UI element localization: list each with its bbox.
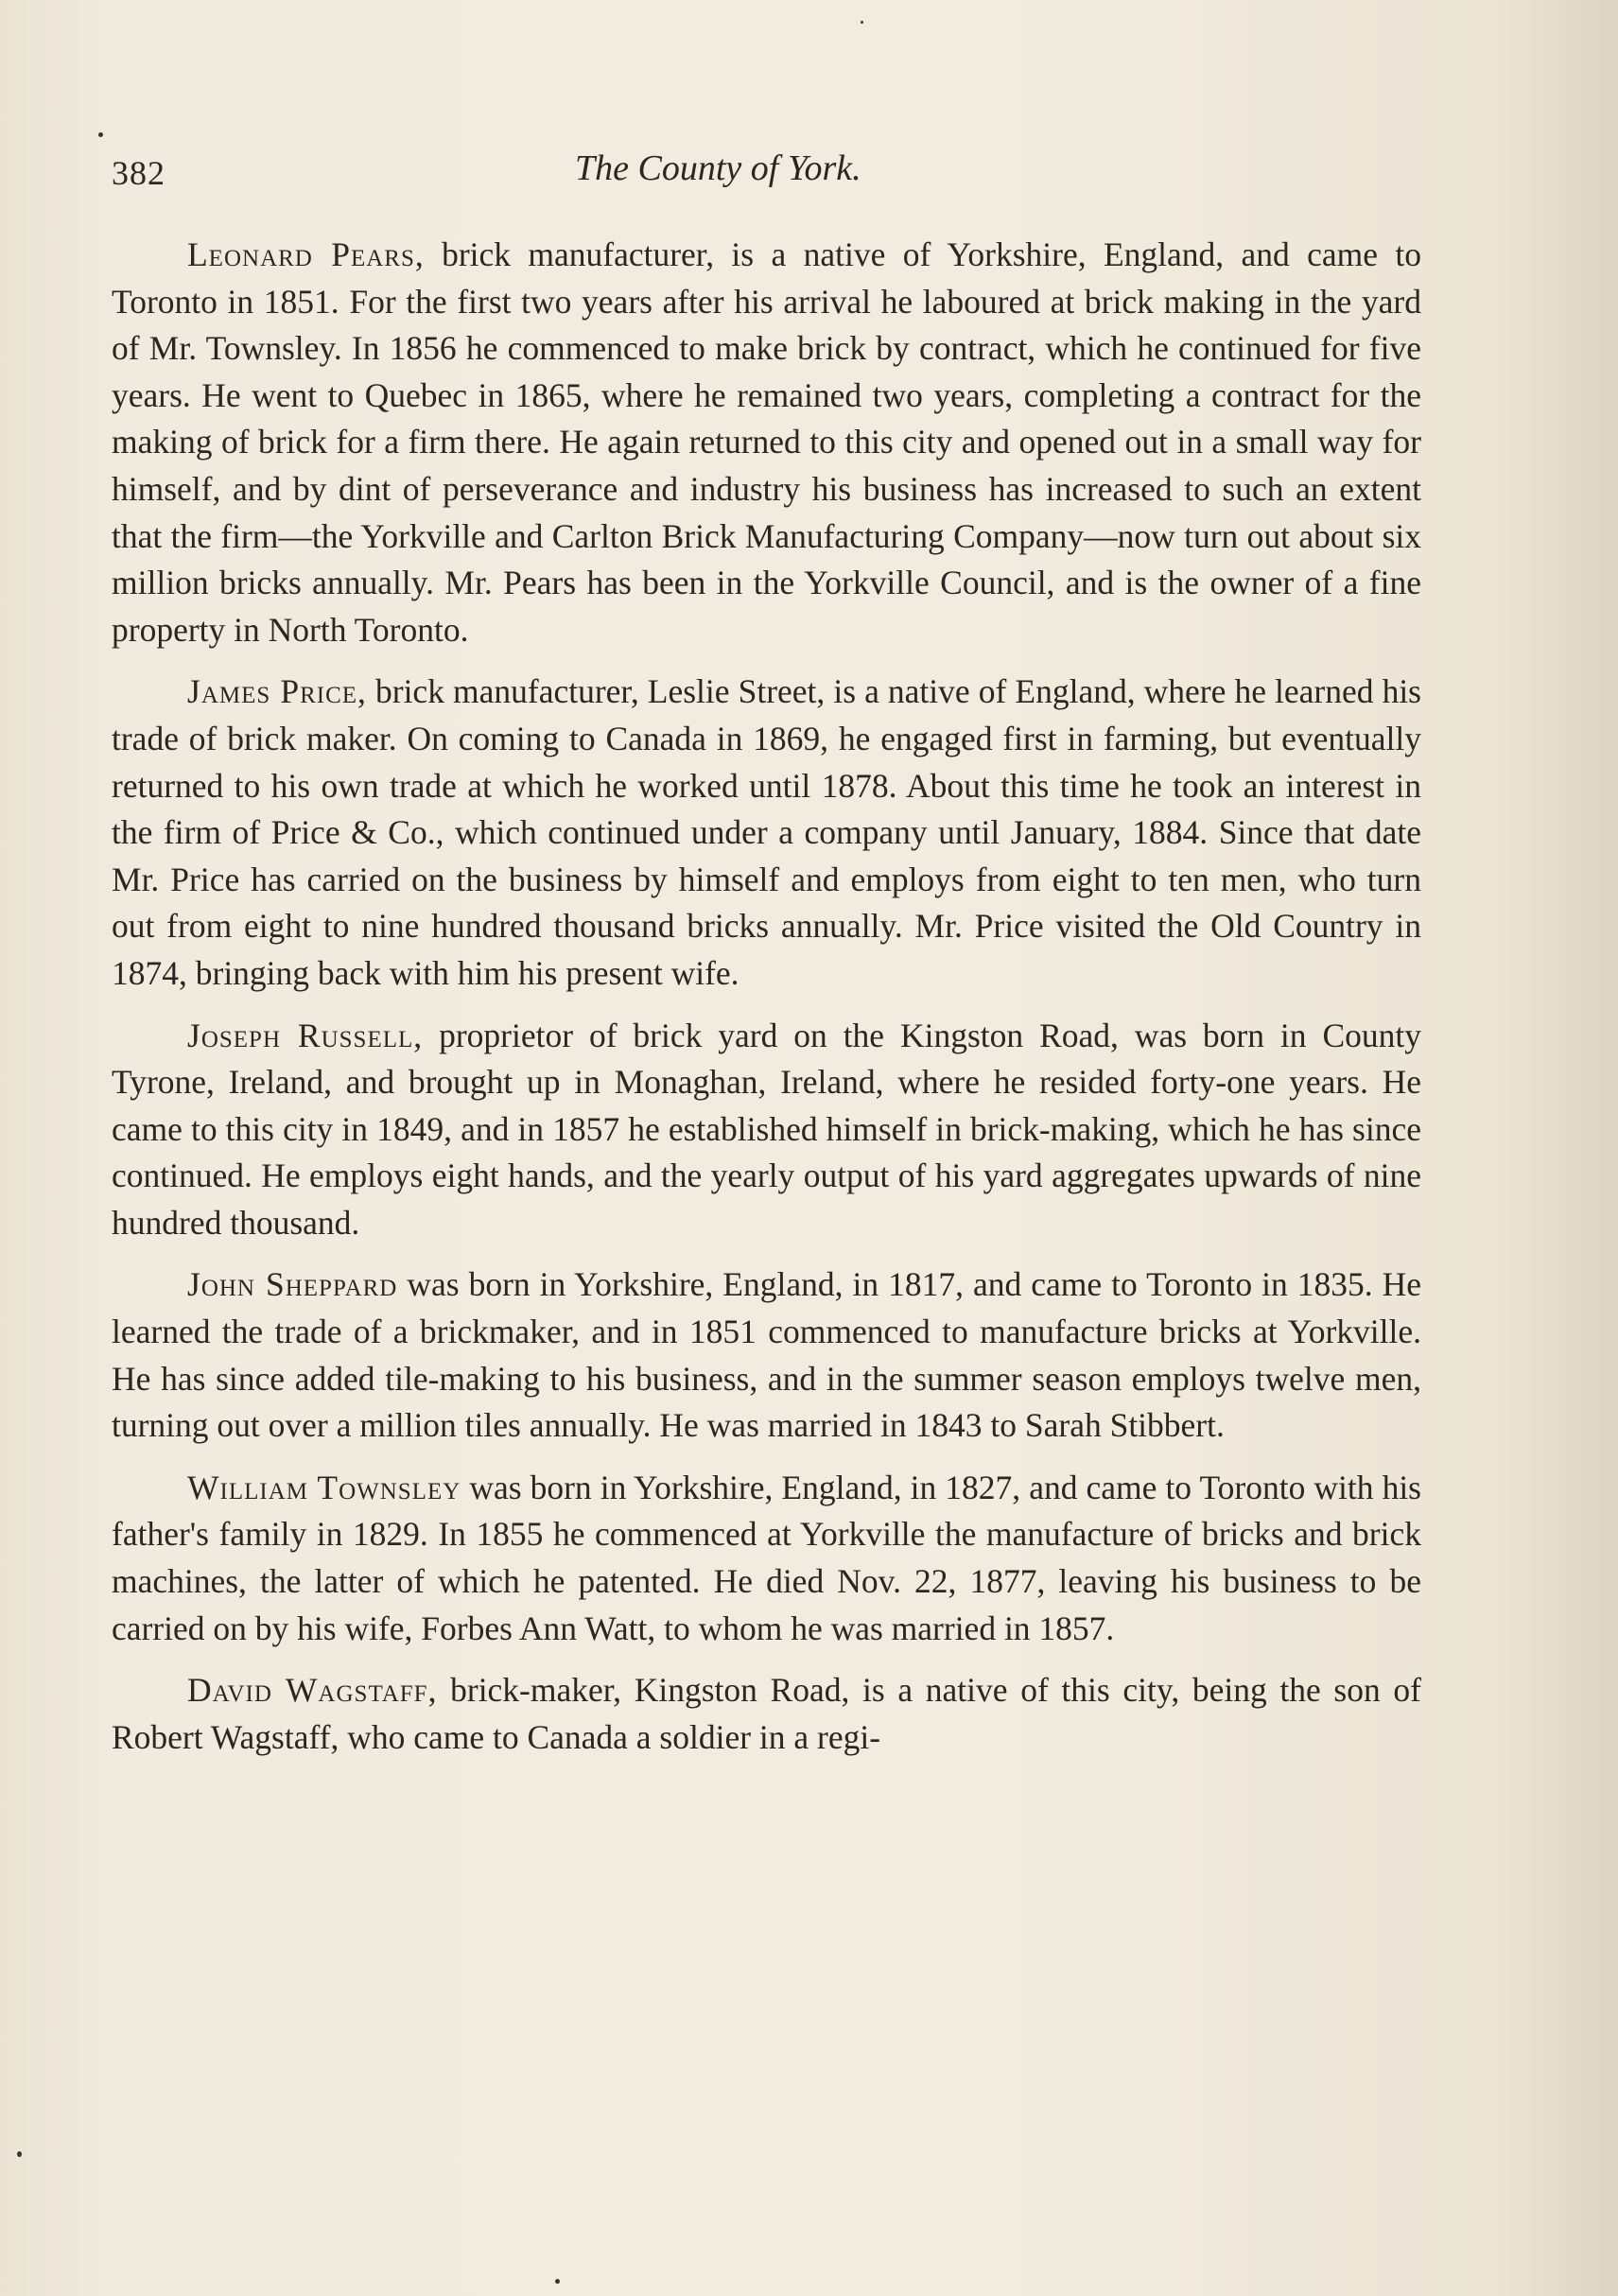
entry-joseph-russell [112,1013,1421,1247]
entry-name: James Price, [187,672,367,711]
running-title: The County of York. [575,148,861,188]
entry-name: Leonard Pears, [187,235,425,273]
entry-name: John Sheppard [187,1265,398,1304]
entry-name: David Wagstaff, [187,1671,438,1710]
entry-text: brick manufacturer, Leslie Street, is a native of England, where he learned his trade of brick maker. On coming to Canada in 1869, he engaged first in farming, but eventually returned to his own trade at which he worked until 1878. About this time he took an interest in the firm of Price & Co., which continued under a company until January, 1884. Since that date Mr. Price has carried on the business by himself and employs from eight to ten men, who turn out from eight to nine hundred thousand bricks annually. Mr. Price visited the Old Country in 1874, bringing back with him his present wife. [112,672,1421,992]
entry-name: William Townsley [187,1468,461,1506]
entry-text: brick manufacturer, is a native of Yorkshire, England, and came to Toronto in 1851. For the first two years after his arrival he laboured at brick making in the yard of Mr. Townsley. In 1856 he commenced to make brick by contract, which he continued for five years. He went to Quebec in 1865, where he remained two years, completing a contract for the making of brick for a firm there. He again returned to this city and opened out in a small way for himself, and by dint of perseverance and industry his business has increased to such an extent that the firm—the Yorkville and Carlton Brick Manufacturing Company—now turn out about six million bricks annually. Mr. Pears has been in the Yorkville Council, and is the owner of a fine property in North Toronto. [112,235,1421,649]
entry-david-wagstaff [112,1667,1421,1761]
page-number: 382 [112,154,165,192]
entry-james-price [112,669,1421,997]
print-speck [98,132,103,137]
entry-text: was born in Yorkshire, England, in 1827, and came to Toronto with his father's family in 1829. In 1855 he commenced at Yorkville the manufacture of bricks and brick machines, the latter of which he patented. He died Nov. 22, 1877, leaving his business to be carried on by his wife, Forbes Ann Watt, to whom he was married in 1857. [112,1468,1421,1647]
print-speck [17,2151,22,2157]
entry-john-sheppard [112,1261,1421,1449]
entry-text: was born in Yorkshire, England, in 1817, and came to Toronto in 1835. He learned the trade of a brickmaker, and in 1851 commenced to manufacture bricks at Yorkville. He has since added tile-making to his business, and in the summer season employs twelve men, turning out over a million tiles annually. He was married in 1843 to Sarah Stibbert. [112,1265,1421,1445]
entry-william-townsley [112,1465,1421,1652]
entry-name: Joseph Russell, [187,1016,424,1054]
entry-text: brick-maker, Kingston Road, is a native of this city, being the son of Robert Wagstaff, who came to Canada a soldier in a regi- [112,1671,1421,1756]
entry-leonard-pears [112,232,1421,653]
print-speck [861,21,863,24]
entry-text: proprietor of brick yard on the Kingston Road, was born in County Tyrone, Ireland, and brought up in Monaghan, Ireland, where he resided forty-one years. He came to this city in 1849, and in 1857 he established himself in brick-making, which he has since continued. He employs eight hands, and the yearly output of his yard aggregates upwards of nine hundred thousand. [112,1016,1421,1242]
print-speck [555,2279,560,2284]
body-text [112,232,1421,1776]
page-header [112,142,1417,199]
